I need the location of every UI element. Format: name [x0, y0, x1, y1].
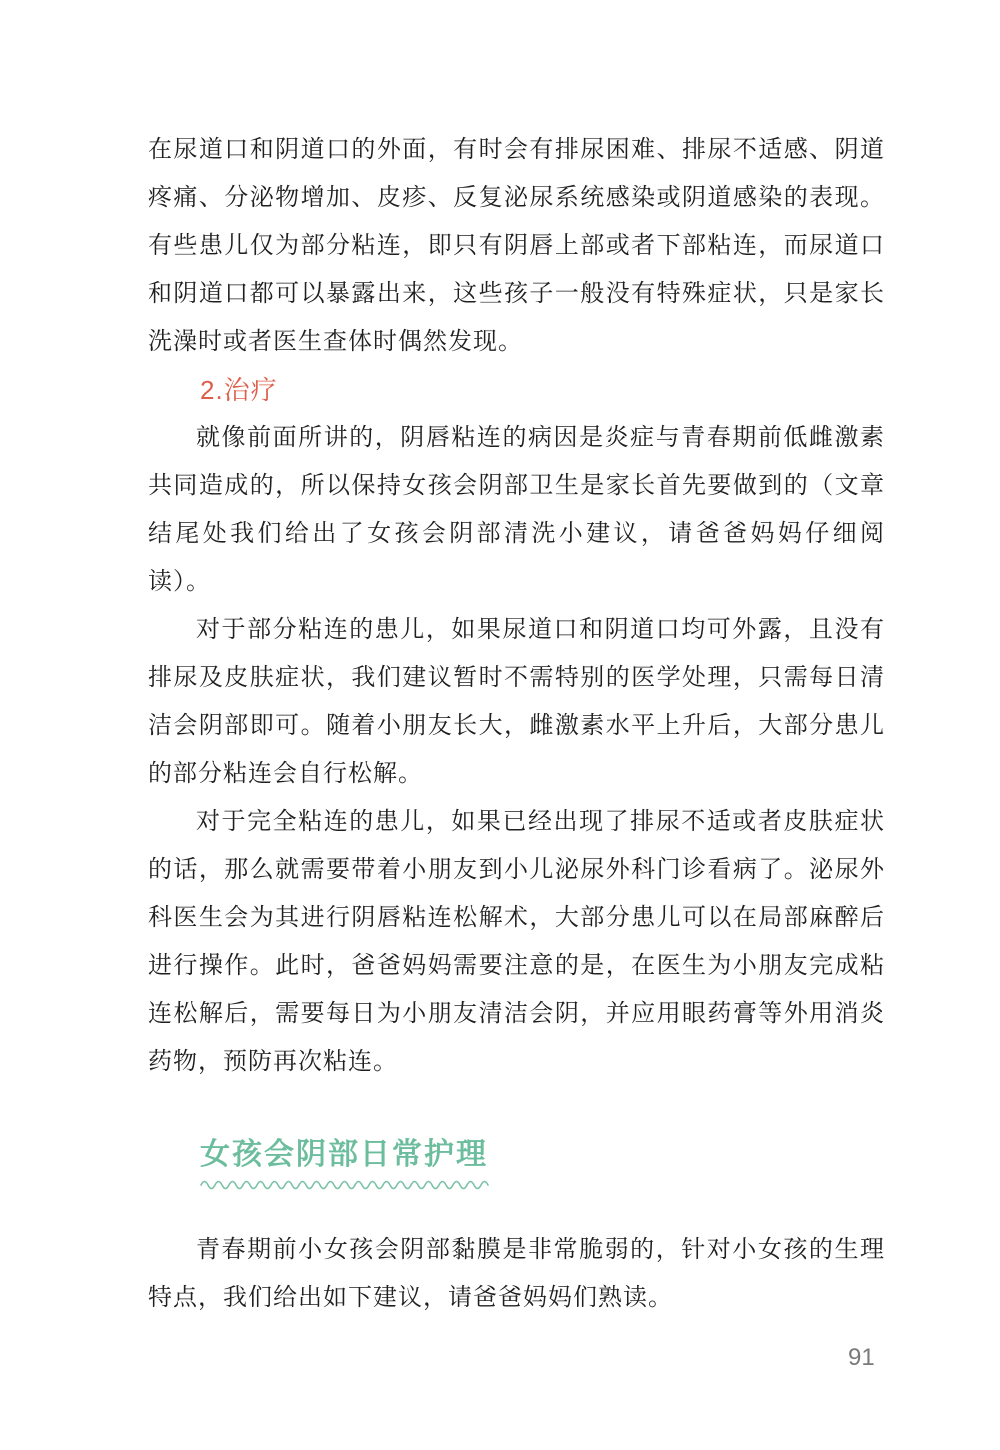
paragraph-care-intro: 青春期前小女孩会阴部黏膜是非常脆弱的，针对小女孩的生理特点，我们给出如下建议，请爸爸妈妈们熟读。 [148, 1237, 885, 1311]
page-content [148, 126, 885, 1322]
care-section-heading: 女孩会阴部日常护理 [200, 1138, 488, 1171]
paragraph-partial-adhesion: 对于部分粘连的患儿，如果尿道口和阴道口均可外露，且没有排尿及皮肤症状，我们建议暂时不需特别的医学处理，只需每日清洁会阴部即可。随着小朋友长大，雌激素水平上升后，大部分患儿的部分粘连会自行松解。 [148, 617, 885, 787]
paragraph-symptoms: 在尿道口和阴道口的外面，有时会有排尿困难、排尿不适感、阴道疼痛、分泌物增加、皮疹、反复泌尿系统感染或阴道感染的表现。有些患儿仅为部分粘连，即只有阴唇上部或者下部粘连，而尿道口和阴道口都可以暴露出来，这些孩子一般没有特殊症状，只是家长洗澡时或者医生查体时偶然发现。 [148, 137, 885, 355]
paragraph-complete-adhesion: 对于完全粘连的患儿，如果已经出现了排尿不适或者皮肤症状的话，那么就需要带着小朋友到小儿泌尿外科门诊看病了。泌尿外科医生会为其进行阴唇粘连松解术，大部分患儿可以在局部麻醉后进行操作。此时，爸爸妈妈需要注意的是，在医生为小朋友完成粘连松解后，需要每日为小朋友清洁会阴，并应用眼药膏等外用消炎药物，预防再次粘连。 [148, 809, 885, 1075]
wavy-underline-decoration [200, 1178, 492, 1190]
treatment-heading: 2.治疗 [200, 375, 278, 405]
page-number: 91 [848, 1344, 875, 1371]
paragraph-cause: 就像前面所讲的，阴唇粘连的病因是炎症与青春期前低雌激素共同造成的，所以保持女孩会阴部卫生是家长首先要做到的（文章结尾处我们给出了女孩会阴部清洗小建议，请爸爸妈妈仔细阅读）。 [148, 425, 885, 595]
care-section-heading-block [200, 1136, 492, 1190]
